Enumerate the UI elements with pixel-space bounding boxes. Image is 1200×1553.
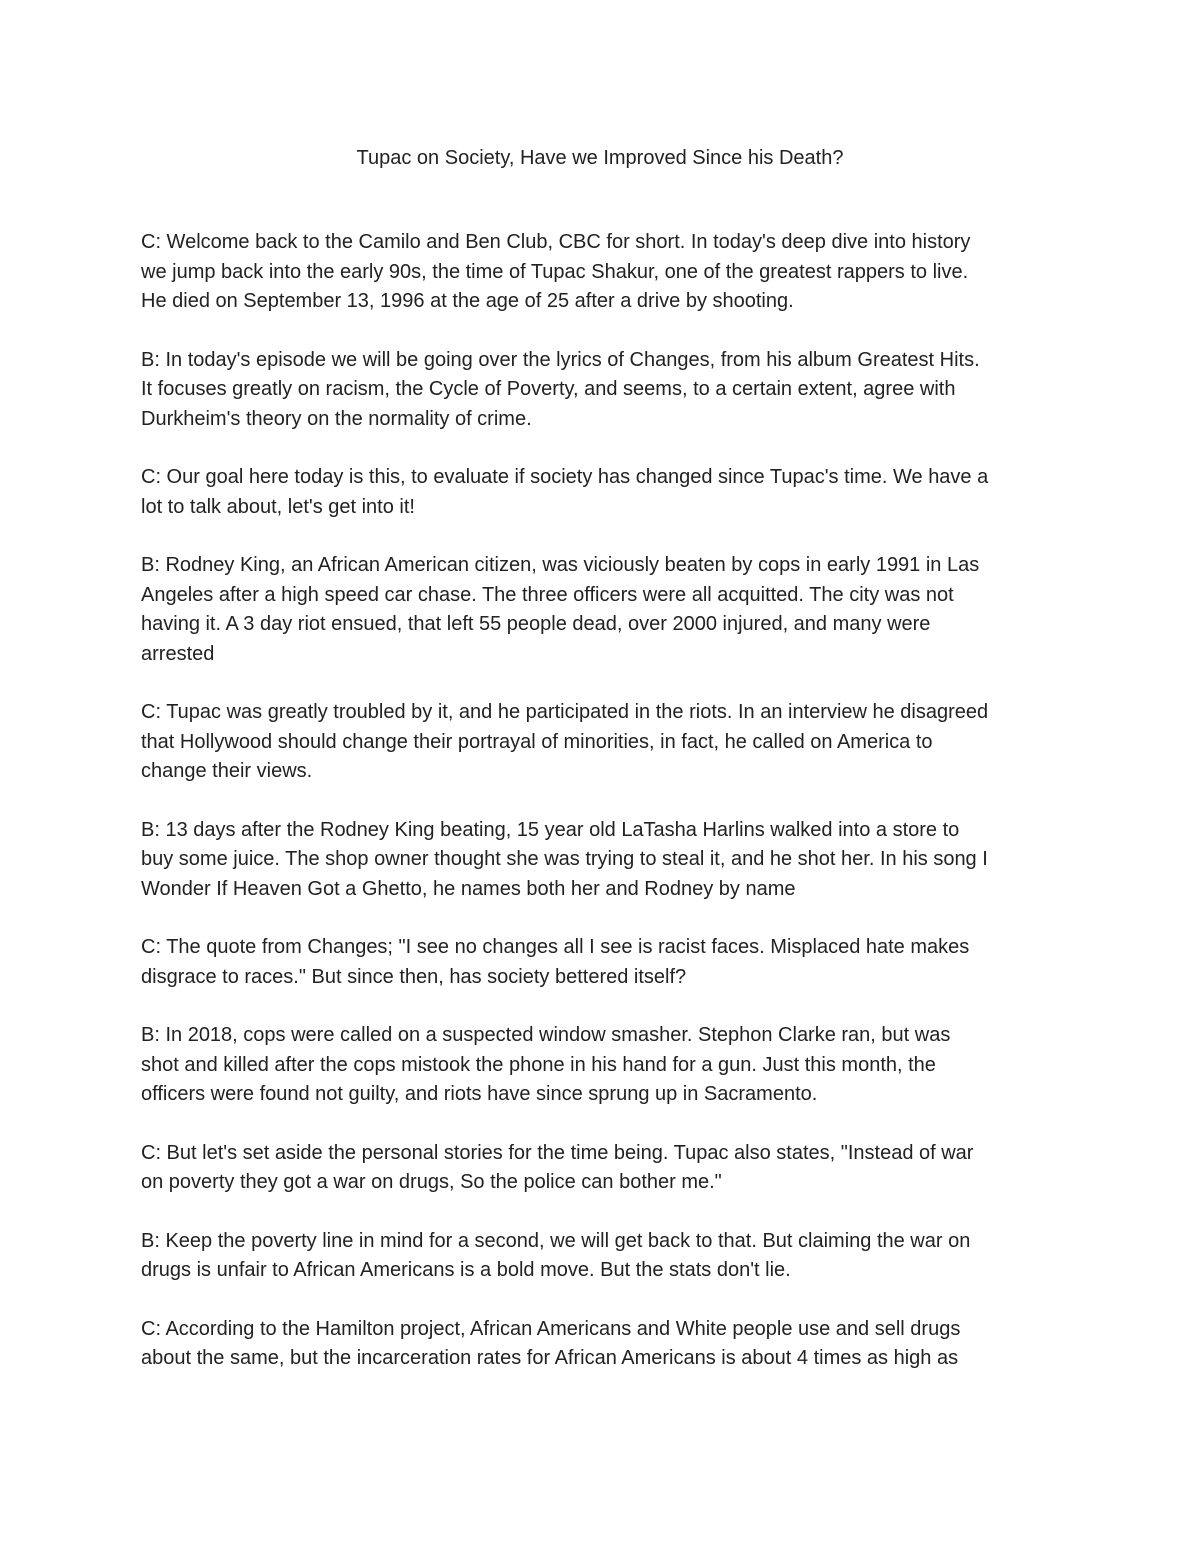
paragraph <box>141 346 1069 435</box>
text-line: shot and killed after the cops mistook the phone in his hand for a gun. Just this month, the <box>141 1053 936 1076</box>
text-line: Wonder If Heaven Got a Ghetto, he names both her and Rodney by name <box>141 877 796 900</box>
text-line: Angeles after a high speed car chase. The three officers were all acquitted. The city was not <box>141 583 954 606</box>
paragraph <box>141 228 1069 317</box>
text-line: disgrace to races." But since then, has society bettered itself? <box>141 965 687 988</box>
paragraph <box>141 1315 1069 1374</box>
paragraph <box>141 698 1069 787</box>
text-line: having it. A 3 day riot ensued, that left 55 people dead, over 2000 injured, and many were <box>141 613 931 635</box>
text-line: drugs is unfair to African Americans is a bold move. But the stats don't lie. <box>141 1259 791 1281</box>
text-line: C: Our goal here today is this, to evaluate if society has changed since Tupac's time. We have a <box>141 466 989 488</box>
paragraph <box>141 816 1069 905</box>
paragraph <box>141 1227 1069 1286</box>
text-line: C: Tupac was greatly troubled by it, and he participated in the riots. In an interview he disagreed <box>141 701 989 723</box>
text-line: B: Keep the poverty line in mind for a second, we will get back to that. But claiming the war on <box>141 1229 971 1252</box>
text-line: It focuses greatly on racism, the Cycle of Poverty, and seems, to a certain extent, agree with <box>141 378 956 400</box>
text-line: B: In 2018, cops were called on a suspected window smasher. Stephon Clarke ran, but was <box>141 1024 951 1046</box>
text-line: we jump back into the early 90s, the time of Tupac Shakur, one of the greatest rappers to live. <box>141 260 969 283</box>
text-line: on poverty they got a war on drugs, So the police can bother me." <box>141 1171 722 1193</box>
text-line: about the same, but the incarceration rates for African Americans is about 4 times as high as <box>141 1347 959 1369</box>
document-body <box>141 228 1069 1403</box>
paragraph <box>141 463 1069 522</box>
text-line: B: In today's episode we will be going over the lyrics of Changes, from his album Greatest Hits. <box>141 348 980 371</box>
text-line: C: The quote from Changes; "I see no changes all I see is racist faces. Misplaced hate makes <box>141 936 970 958</box>
document-title: Tupac on Society, Have we Improved Since his Death? <box>356 147 844 169</box>
text-line: He died on September 13, 1996 at the age of 25 after a drive by shooting. <box>141 290 794 312</box>
text-line: change their views. <box>141 760 313 782</box>
text-line: B: Rodney King, an African American citizen, was viciously beaten by cops in early 1991 in Las <box>141 554 980 576</box>
paragraph <box>141 551 1069 669</box>
text-line: C: But let's set aside the personal stories for the time being. Tupac also states, "Instead of war <box>141 1141 974 1164</box>
text-line: arrested <box>141 642 215 665</box>
paragraph <box>141 1139 1069 1198</box>
paragraph <box>141 1021 1069 1110</box>
text-line: buy some juice. The shop owner thought she was trying to steal it, and he shot her. In his song I <box>141 848 988 870</box>
text-line: B: 13 days after the Rodney King beating, 15 year old LaTasha Harlins walked into a store to <box>141 818 960 841</box>
text-line: C: Welcome back to the Camilo and Ben Club, CBC for short. In today's deep dive into history <box>141 231 971 253</box>
text-line: officers were found not guilty, and riots have since sprung up in Sacramento. <box>141 1083 818 1105</box>
text-line: lot to talk about, let's get into it! <box>141 495 415 518</box>
text-line: Durkheim's theory on the normality of crime. <box>141 407 532 430</box>
paragraph <box>141 933 1069 992</box>
text-line: that Hollywood should change their portrayal of minorities, in fact, he called on America to <box>141 730 933 753</box>
text-line: C: According to the Hamilton project, African Americans and White people use and sell drugs <box>141 1317 961 1340</box>
